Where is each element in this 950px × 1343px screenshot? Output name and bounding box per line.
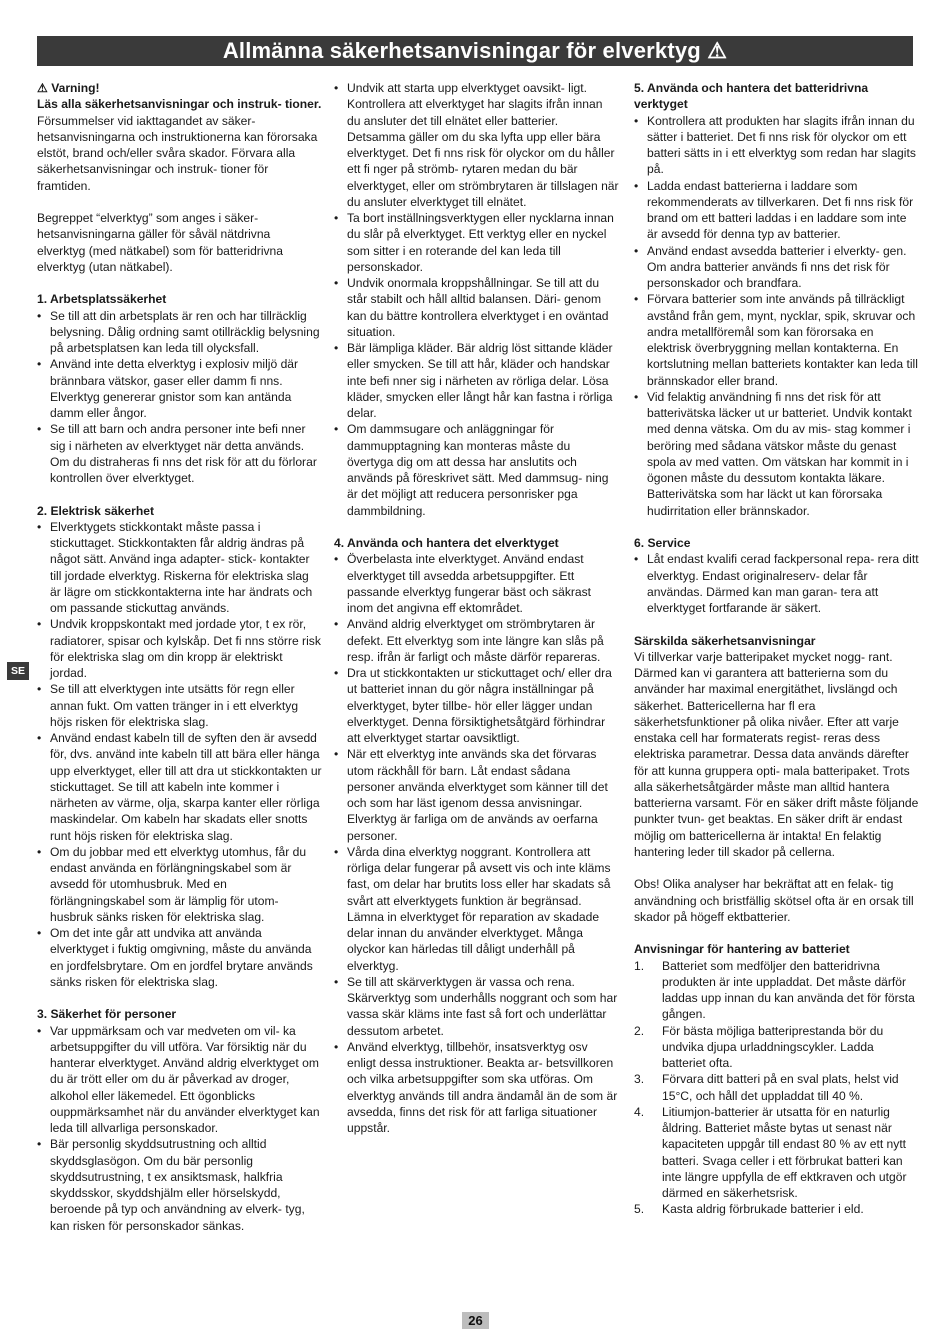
list-text: Batteriet som medföljer den batteridrivna produkten är inte uppladdat. Det måste därför laddas upp innan du kan använda det för första gången. [662, 958, 915, 1022]
list-item: • Använd aldrig elverktyget om strömbrytaren är defekt. Ett elverktyg som inte längre kan slås på resp. ifrån är farligt och måste därför repareras. [334, 616, 619, 665]
language-tab: SE [7, 662, 29, 680]
list-item: • Undvik onormala kroppshållningar. Se till att du står stabilt och håll alltid balansen. Däri- genom kan du bättre kontrollera elverktyget i en oväntad situation. [334, 275, 619, 340]
list-item: • Om det inte går att undvika att använda elverktyget i fuktig omgivning, måste du använda en jordfelsbrytare. Om en jordfel brytare används sänks risken för elektriska slag. [37, 925, 322, 990]
list-item: • Ta bort inställningsverktygen eller nycklarna innan du slår på elverktyget. Ett verktyg eller en nyckel som sitter i en roterande del kan leda till personskador. [334, 210, 619, 275]
list-item: • Bär lämpliga kläder. Bär aldrig löst sittande kläder eller smycken. Se till att hår, kläder och handskar inte befi nner sig i närheten av rörliga delar. Lösa kläder, smycken eller långt hår kan fastna i rörliga delar. [334, 340, 619, 421]
list-text: Litiumjon-batterier är utsatta för en naturlig åldring. Batteriet måste bytas ut senast när kapaciteten uppgår till endast 80 % av ett nytt batteri. Svaga celler i ett förbrukat batteri kan inte längre uppfylla de eff ektkraven och utgör därmed en säkerhetsrisk. [662, 1104, 907, 1200]
section-list-service [634, 551, 919, 616]
list-item: • Vårda dina elverktyg noggrant. Kontrollera att rörliga delar fungerar på avsett vis och inte kläms fast, om delar har brutits loss eller har skadats så svårt att elverktygets funktion är begränsad. Lämna in elverktyget för reparation av skadade delar innan du använder elverktyget. Många olyckor kan härledas till dåligt underhåll på elverktyg. [334, 844, 619, 974]
column-2 [334, 80, 619, 1136]
section-title-tool-use: 4. Använda och hantera det elverktyget [334, 536, 559, 550]
section-list-workplace [37, 308, 322, 487]
list-item: • Undvik att starta upp elverktyget oavsikt- ligt. Kontrollera att elverktyget har slagits ifrån innan du ansluter det till elnätet eller batterier. Detsamma gäller om du ska lyfta upp eller bära elverktyget. Det fi nns risk för olyckor om du håller ett fi nger på strömb- rytaren medan du bär elverktyget, eller om strömbrytaren är tillslagen när du ansluter elverktyget till elnätet. [334, 80, 619, 210]
list-item [634, 1071, 919, 1104]
list-item [634, 1104, 919, 1202]
section-title-service: 6. Service [634, 536, 691, 550]
list-item: • Se till att skärverktygen är vassa och rena. Skärverktyg som underhålls noggrant och som har vassa skär kläms inte fast så fort och underlättar dessutom arbetet. [334, 974, 619, 1039]
list-item: • Se till att din arbetsplats är ren och har tillräcklig belysning. Dålig ordning samt otillräcklig belysning på arbetsplatsen kan leda till olycksfall. [37, 308, 322, 357]
warning-heading: Läs alla säkerhetsanvisningar och instruk- tioner. [37, 97, 322, 112]
section-title-workplace: 1. Arbetsplatssäkerhet [37, 292, 167, 307]
list-item [634, 1201, 919, 1217]
list-item: • När ett elverktyg inte används ska det förvaras utom räckhåll för barn. Låt endast sådana personer använda elverktyget som känner till det och som har läst igenom dessa anvisningar. Elverktyg är farliga om de används av oerfarna personer. [334, 746, 619, 844]
list-item: • Använd endast avsedda batterier i elverkty- gen. Om andra batterier används fi nns det risk för personskador och brandfara. [634, 243, 919, 292]
list-item: • Ladda endast batterierna i laddare som rekommenderats av tillverkaren. Det fi nns risk för brand om ett batteri laddas i en laddare som inte är avsedd för denna typ av batterier. [634, 178, 919, 243]
list-item: • Undvik kroppskontakt med jordade ytor, t ex rör, radiatorer, spisar och kylskåp. Det fi nns större risk för elektriska slag om din kropp är elektriskt jordad. [37, 616, 322, 681]
list-item: • Om du jobbar med ett elverktyg utomhus, får du endast använda en förlängningskabel som är avsedd för utomhusbruk. Med en förlängningskabel som är lämplig för utom- husbruk sänks risken för elektriska slag. [37, 844, 322, 925]
list-item: • Använd inte detta elverktyg i explosiv miljö där brännbara vätskor, gaser eller damm fi nns. Elverktyg genererar gnistor som kan antända damm eller ångor. [37, 356, 322, 421]
section-title-special: Särskilda säkerhetsanvisningar [634, 633, 816, 648]
list-text: För bästa möjliga batteriprestanda bör du undvika djupa urladdningscykler. Ladda batteriet ofta. [662, 1023, 884, 1070]
battery-handling-list [634, 958, 919, 1218]
special-note: Obs! Olika analyser har bekräftat att en felak- tig användning och bristfällig skötsel ofta är en orsak till skador på högeff ektbatterier. [634, 877, 914, 924]
list-item: • Använd endast kabeln till de syften den är avsedd för, dvs. använd inte kabeln till att bära eller hänga upp elverktyget, eller till att dra ut stickkontakten ur stickuttaget. Se till att kabeln inte kommer i närheten av värme, olja, skarpa kanter eller rörliga maskindelar. Om kabeln har skadats eller snotts runt höjs risken för elektriska slag. [37, 730, 322, 844]
list-item [634, 958, 919, 1023]
list-item: • Förvara batterier som inte används på tillräckligt avstånd från gem, mynt, nycklar, spik, skruvar och andra metallföremål som kan förorsaka en elektrisk överbryggning mellan kontakterna. En kortslutning mellan batteriets kontakter kan leda till brännskador eller brand. [634, 291, 919, 389]
list-item: • Kontrollera att produkten har slagits ifrån innan du sätter i batteriet. Det fi nns risk för olyckor om ett batteri sätts in i ett elverktyg som redan har slagits på. [634, 113, 919, 178]
warning-text: Försummelser vid iakttagandet av säker- hetsanvisningarna och instruktionerna kan förorsaka elstöt, brand och/eller svåra skador. Förvara alla säkerhetsanvisningar och instruk- tioner för framtiden. [37, 113, 318, 193]
column-3 [634, 80, 919, 1218]
list-number: 3. [634, 1072, 645, 1087]
list-item: • Var uppmärksam och var medveten om vil- ka arbetsuppgifter du vill utföra. Var försiktig när du hanterar elverktyget. Använd aldrig elverktyget om du är trött eller om du är påverkad av droger, alkohol eller läkemedel. Ett ögonblicks ouppmärksamhet när du använder elverktyget kan leda till allvarliga personskador. [37, 1023, 322, 1137]
list-item: • Använd elverktyg, tillbehör, insatsverktyg osv enligt dessa instruktioner. Beakta ar- betsvillkoren och vilka arbetsuppgifter som ska utföras. Om elverktyg används till andra ändamål än de som är avsedda, finns det risk för att farliga situationer uppstår. [334, 1039, 619, 1137]
section-list-personal-part1 [37, 1023, 322, 1234]
section-list-tool-use [334, 551, 619, 1136]
section-title-electrical: 2. Elektrisk säkerhet [37, 503, 154, 518]
list-text: Förvara ditt batteri på en sval plats, helst vid 15°C, och håll det uppladdat till 40 %. [662, 1072, 899, 1103]
list-text: Kasta aldrig förbrukade batterier i eld. [662, 1202, 864, 1217]
list-number: 4. [634, 1104, 645, 1119]
list-item: • Se till att elverktygen inte utsätts för regn eller annan fukt. Om vatten tränger in i ett elverktyg höjs risken för elektriska slag. [37, 681, 322, 730]
list-item [634, 1023, 919, 1072]
section-list-electrical [37, 519, 322, 990]
list-item: • Bär personlig skyddsutrustning och alltid skyddsglasögon. Om du bär personlig skyddsutrustning, t ex ansiktsmask, halkfria skyddsskor, skyddshjälm eller hörselskydd, beroende på typ och användning av elverk- tyg, kan risken för personskador sänkas. [37, 1136, 322, 1234]
list-item: • Överbelasta inte elverktyget. Använd endast elverktyget till avsedda arbetsuppgifter. Ett passande elverktyg fungerar bäst och säkrast inom det angivna eff ektområdet. [334, 551, 619, 616]
list-number: 5. [634, 1202, 645, 1217]
list-item: • Om dammsugare och anläggningar för dammupptagning kan monteras måste du övertyga dig om att dessa har anslutits och används på föreskrivet sätt. Med dammsug- ning är det möjligt att reducera personrisker pga dammbildning. [334, 421, 619, 519]
section-title-battery-tool: 5. Använda och hantera det batteridrivna verktyget [634, 81, 869, 112]
section-title-battery-handling: Anvisningar för hantering av batteriet [634, 942, 850, 957]
page-header: Allmänna säkerhetsanvisningar för elverktyg ⚠ [37, 36, 913, 66]
section-list-personal-part2 [334, 80, 619, 519]
column-1 [37, 80, 322, 1234]
list-item: • Dra ut stickkontakten ur stickuttaget och/ eller dra ut batteriet innan du gör några inställningar på elverktyget, byter tillbe- hör eller lägger undan elverktyget. Denna försiktighetsåtgärd förhindrar att elverktyget startar oavsiktligt. [334, 665, 619, 746]
section-title-personal: 3. Säkerhet för personer [37, 1007, 177, 1022]
section-list-battery-tool [634, 113, 919, 519]
list-number: 2. [634, 1023, 645, 1038]
special-text: Vi tillverkar varje batteripaket mycket nogg- rant. Därmed kan vi garantera att batterierna som du använder har maximal energitäthet, livslängd och säkerhet. Battericellerna har fl era säkerhetsfunktioner på olika nivåer. Efter att varje enstaka cell har formaterats regist- reras dess elektriska parametrar. Dessa data används därefter för att kunna gruppera opti- mala batteripaket. Trots alla säkerhetsåtgärder måste man alltid hantera batterierna varsamt. För en säker drift måste följande punkter tvun- get beaktas. En säker drift är endast möjlig om battericellerna är intakta! En felaktig hantering leder till skador på cellerna. [634, 649, 919, 859]
definition-text: Begreppet “elverktyg” som anges i säker- hetsanvisningarna gäller för såväl nätdrivna elverktyg (med nätkabel) som för batteridrivna elverktyg (utan nätkabel). [37, 211, 284, 274]
page-number: 26 [462, 1312, 489, 1329]
list-item: • Elverktygets stickkontakt måste passa i stickuttaget. Stickkontakten får aldrig ändras på något sätt. Använd inga adapter- stick- kontakter till jordade elverktyg. Riskerna för elektriska slag är lägre om stickkontakterna inte har ändrats och om passande stickuttag används. [37, 519, 322, 617]
list-number: 1. [634, 958, 645, 973]
list-item: • Vid felaktig användning fi nns det risk för att batterivätska läcker ut ur batteriet. Undvik kontakt med denna vätska. Om du av mis- stag kommer i beröring med sådana vätskor måste du genast spola av med vatten. Om vätskan har kommit in i ögonen måste du dessutom kontakta läkare. Batterivätska som har läckt ut kan förorsaka hudirritation eller brännskador. [634, 389, 919, 519]
list-item: • Låt endast kvalifi cerad fackpersonal repa- rera ditt elverktyg. Endast originalreserv- delar får användas. Därmed kan man garan- tera att elverktyget fortfarande är säkert. [634, 551, 919, 616]
list-item: • Se till att barn och andra personer inte befi nner sig i närheten av elverktyget när detta används. Om du distraheras fi nns det risk för att du förlorar kontrollen över elverktyget. [37, 421, 322, 486]
warning-label: ⚠ Varning! [37, 81, 100, 95]
